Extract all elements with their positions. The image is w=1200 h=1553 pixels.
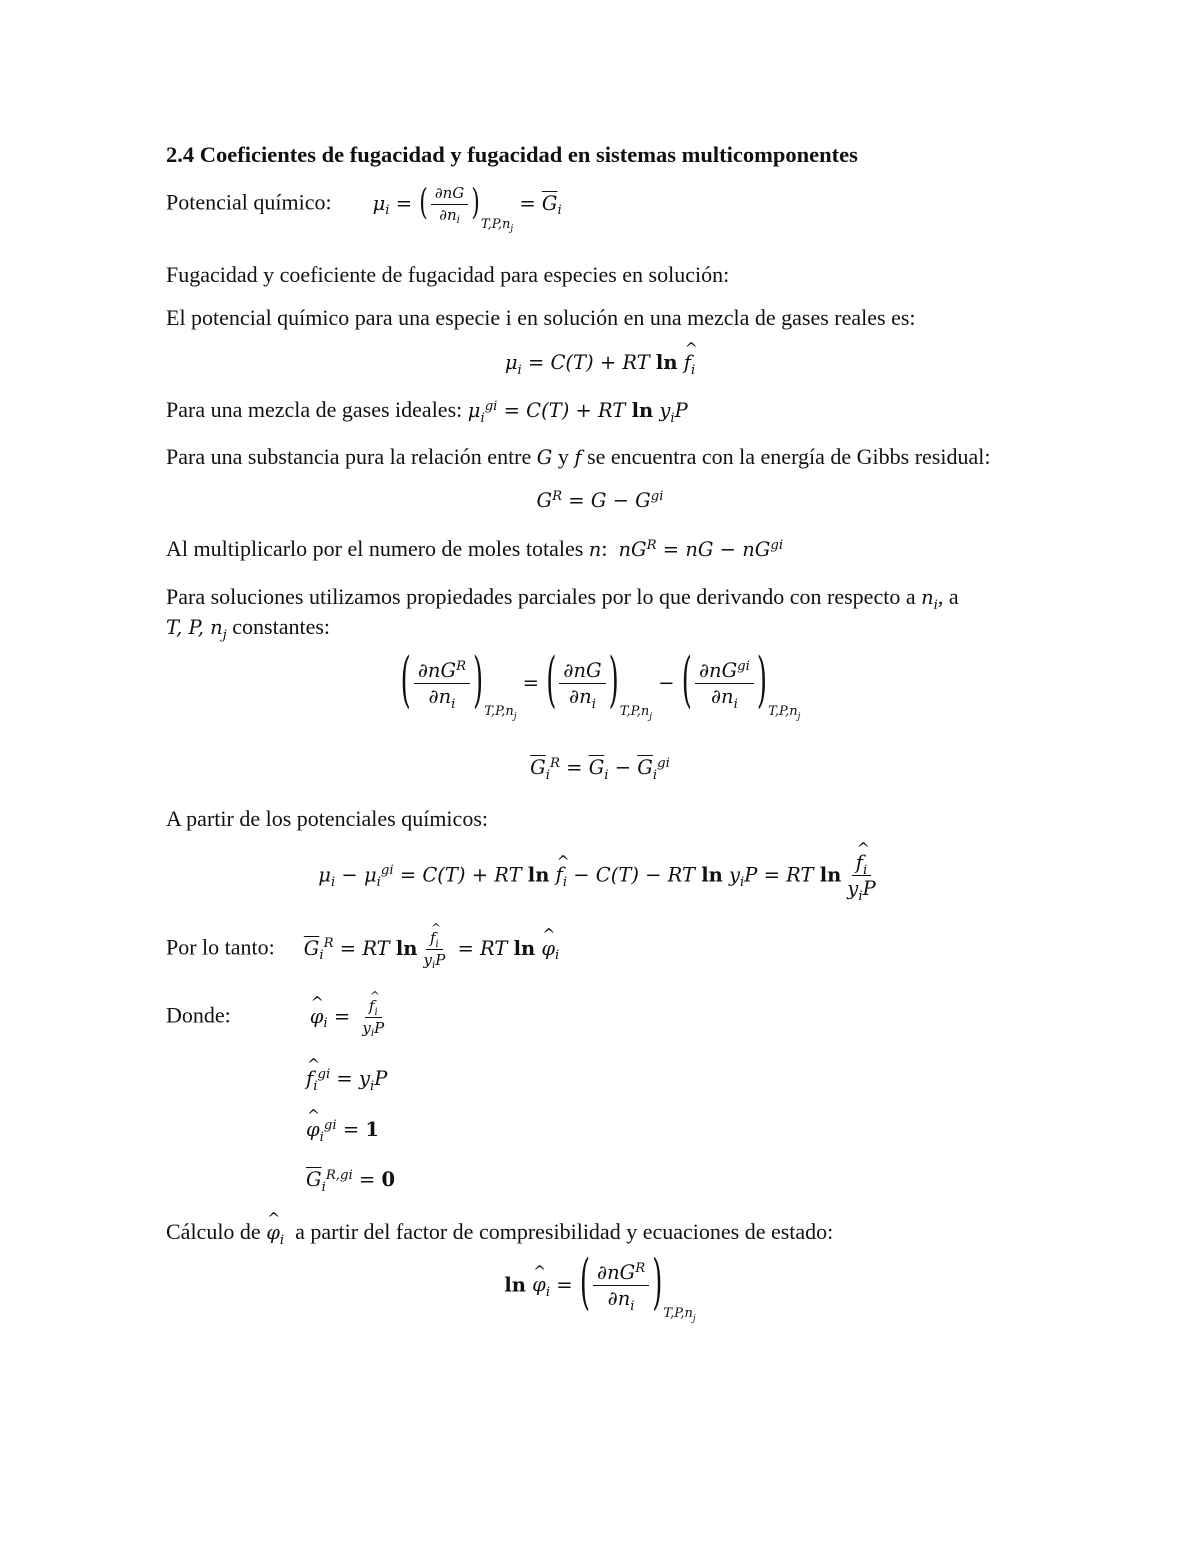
equation-partial-residual: $\overline{G}_i^R = \overline{G}_i - \overline{G}_i^{gi}$	[530, 755, 670, 783]
therefore-line	[166, 929, 560, 972]
solutions-text-b: , a	[937, 584, 959, 609]
calculation-text-b: a partir del factor de compresibilidad y ecuaciones de estado:	[295, 1219, 834, 1244]
equation-mu-real: $\mu_i = C(T)$ + RT ln f $\^{}_i$	[0, 352, 1200, 374]
species-potential-text: El potencial químico para una especie i en solución en una mezcla de gases reales es:	[166, 305, 916, 330]
fugacity-heading: Fugacidad y coeficiente de fugacidad para especies en solución:	[166, 262, 730, 287]
equation-potential-difference: $\mu_i - \mu_i^{gi} = C(T)$ + RT ln f $\^{}_i - C(T)$ − RT $\ln y_iP$ = RT ln $\frac{f \^{}_i}{y_iP}$	[0, 852, 1200, 900]
constants-line: T, P, $n_j$ constantes:	[166, 614, 331, 643]
equation-therefore: $\overline{G}_i^R$ = RT ln $\frac{f \^{}_i}{y_iP}$ = RT ln φ $\^{}_i$	[304, 937, 560, 960]
equation-phi-ideal: φ $\^{}_i^{gi} = 1$	[306, 1119, 379, 1141]
equation-f-ideal: f $\^{}_i^{gi} = y_iP$	[306, 1068, 387, 1090]
pure-substance-line: Para una substancia pura la relación entre G y f se encuentra con la energía de Gibbs residual:	[166, 444, 991, 469]
chemical-potential-definition	[166, 185, 562, 232]
equation-total-residual: $nG^R$ = nG − $nG^{gi}$	[618, 537, 784, 561]
pure-substance-text-b: se encuentra con la energía de Gibbs residual:	[587, 444, 991, 469]
equation-mu-ideal: $\mu_i^{gi} = C(T)$ + RT $\ln y_iP$	[467, 398, 688, 426]
section-title: 2.4 Coeficientes de fugacidad y fugacidad en sistemas multicomponentes	[166, 142, 858, 167]
calculation-text-a: Cálculo de	[166, 1219, 261, 1244]
equation-g-residual-ideal: $\overline{G}_i^{R,gi} = 0$	[306, 1167, 396, 1195]
therefore-label: Por lo tanto:	[166, 934, 275, 960]
calculation-line: Cálculo de φ $\^{}_i$ a partir del factor de compresibilidad y ecuaciones de estado:	[166, 1219, 833, 1244]
equation-residual-gibbs: $G^R = G - G^{gi}$	[536, 488, 664, 512]
equation-phi-definition: φ $\^{}_i$ = $\frac{f \^{}_i}{y_iP}$	[310, 1005, 391, 1028]
multiply-line: Al multiplicarlo por el numero de moles totales n: $nG^R$ = nG − $nG^{gi}$	[166, 536, 784, 561]
where-line	[166, 997, 390, 1040]
equation-partial-derivatives: ( $\frac{\partial nG^R}{\partial n_i}$ )$T,P,n_j$ = ( $\frac{\partial nG}{\partial n_i}$ )$T,P,n_j$ − ( $\frac{\partial nG^{gi}}{\partial n_i}$ )$T,P,n_j$	[400, 647, 801, 722]
constants-text: constantes:	[232, 614, 331, 639]
multiply-text: Al multiplicarlo por el numero de moles totales	[166, 536, 584, 561]
pure-substance-text-y: y	[557, 444, 569, 469]
chemical-potential-equation: $\mu_i$ = ( $\frac{\partial nG}{\partial n_i}$ )$T,P,n_j = \overline{G}_i$	[372, 183, 562, 234]
equation-ln-phi: ln φ $\^{}_i$ = ( $\frac{\partial nG^R}{\partial n_i}$ )$T,P,n_j$	[0, 1262, 1200, 1322]
solutions-text-a: Para soluciones utilizamos propiedades parciales por lo que derivando con respecto a	[166, 584, 916, 609]
solutions-line: Para soluciones utilizamos propiedades parciales por lo que derivando con respecto a $n_i$, a	[166, 584, 959, 613]
pure-substance-text-a: Para una substancia pura la relación entre	[166, 444, 532, 469]
where-label: Donde:	[166, 1002, 231, 1028]
ideal-mixture-label: Para una mezcla de gases ideales:	[166, 397, 463, 422]
ideal-mixture-line	[166, 397, 688, 426]
chemical-potential-label: Potencial químico:	[166, 189, 332, 215]
from-potentials-text: A partir de los potenciales químicos:	[166, 806, 488, 831]
